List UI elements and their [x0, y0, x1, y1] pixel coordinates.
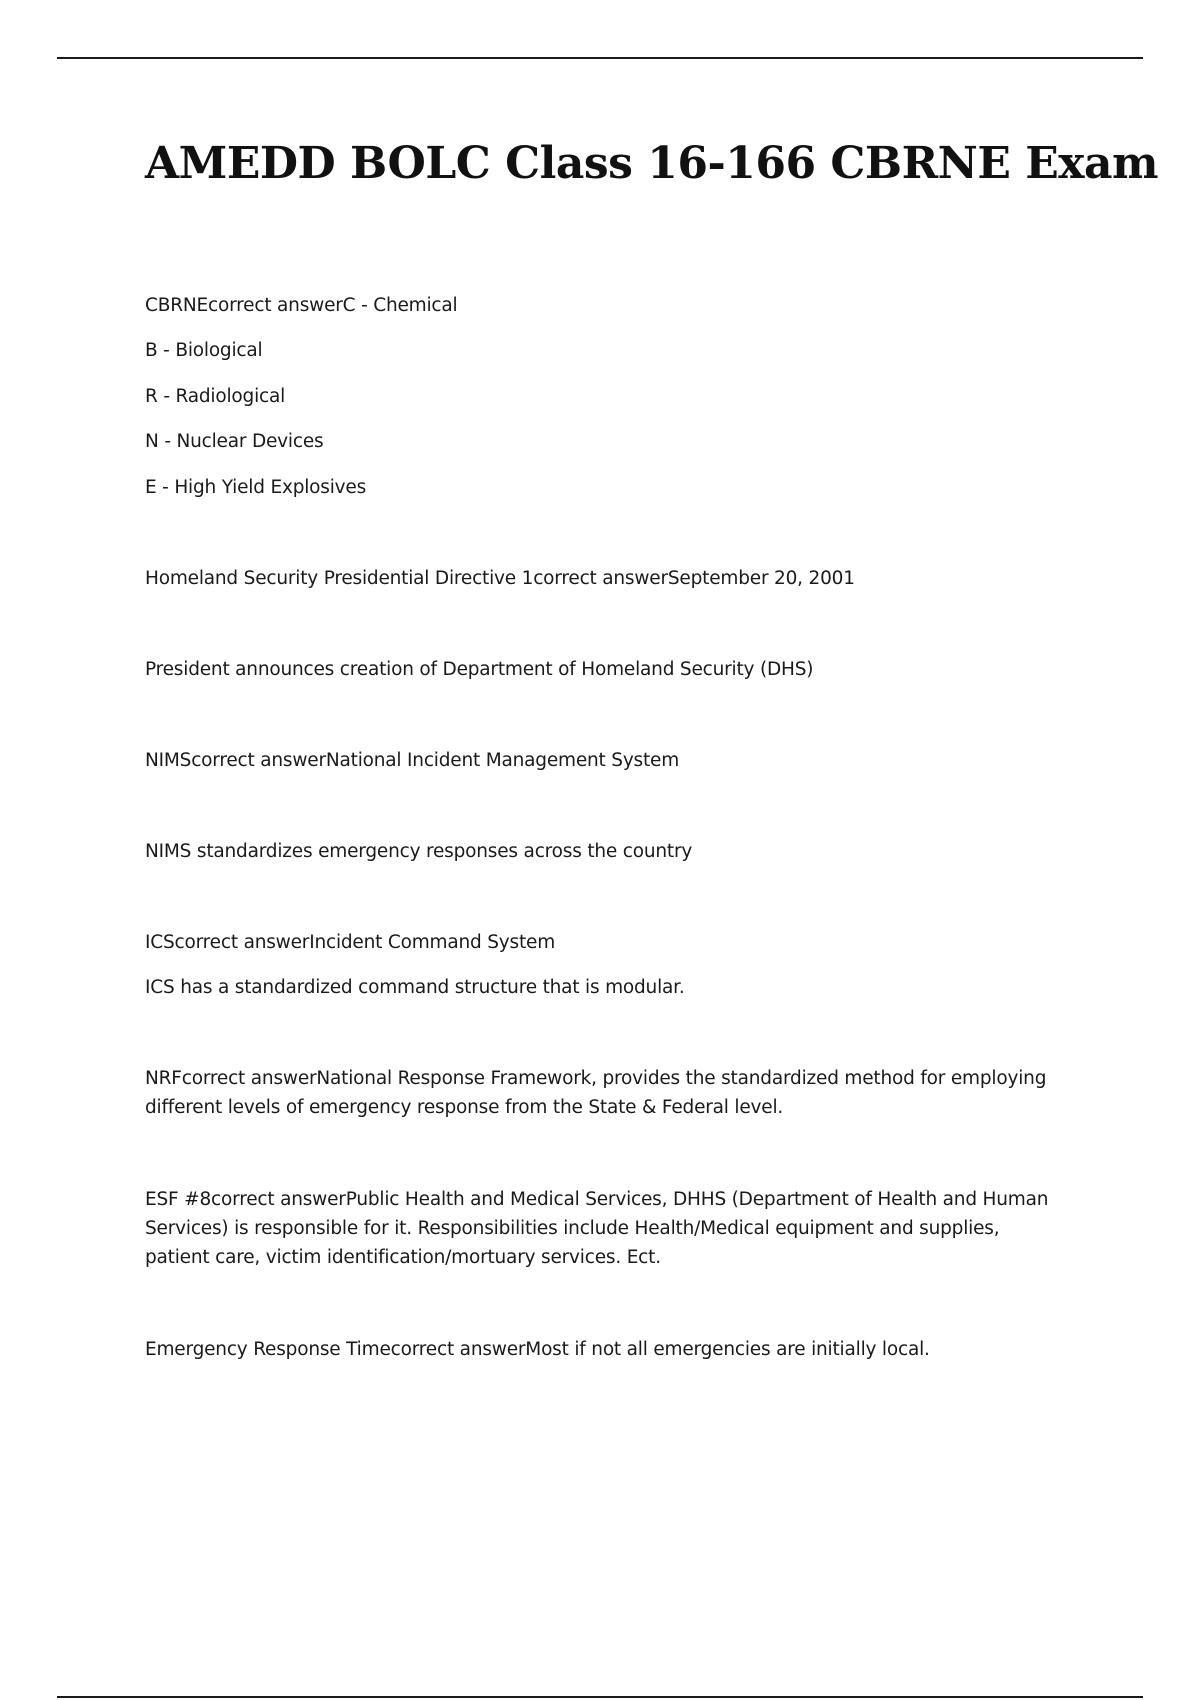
paragraph-hspd1: Homeland Security Presidential Directive 1correct answerSeptember 20, 2001	[145, 568, 855, 589]
paragraph-radiological: R - Radiological	[145, 386, 286, 407]
paragraph-esf8: ESF #8correct answerPublic Health and Medical Services, DHHS (Department of Health and Human Services) is responsible for it. Responsibilities include Health/Medical equipment and supplies, patient care, victim identification/mortuary services. Ect.	[145, 1189, 1049, 1268]
paragraph-cbrne: CBRNEcorrect answerC - Chemical	[145, 295, 458, 316]
paragraph-nims-standardizes: NIMS standardizes emergency responses across the country	[145, 841, 693, 862]
document-title: AMEDD BOLC Class 16-166 CBRNE Exam	[145, 138, 1159, 189]
paragraph-nims: NIMScorrect answerNational Incident Management System	[145, 750, 680, 771]
paragraph-emergency-response-time: Emergency Response Timecorrect answerMost if not all emergencies are initially local.	[145, 1339, 930, 1360]
paragraph-nrf: NRFcorrect answerNational Response Framework, provides the standardized method for employing different levels of emergency response from the State & Federal level.	[145, 1068, 1047, 1118]
paragraph-ics: ICScorrect answerIncident Command System	[145, 932, 556, 953]
bottom-divider	[57, 1696, 1143, 1698]
paragraph-ics-modular: ICS has a standardized command structure that is modular.	[145, 977, 685, 998]
paragraph-nuclear: N - Nuclear Devices	[145, 431, 324, 452]
top-divider	[57, 57, 1143, 59]
paragraph-explosives: E - High Yield Explosives	[145, 477, 367, 498]
paragraph-biological: B - Biological	[145, 340, 263, 361]
paragraph-dhs: President announces creation of Department of Homeland Security (DHS)	[145, 659, 814, 680]
